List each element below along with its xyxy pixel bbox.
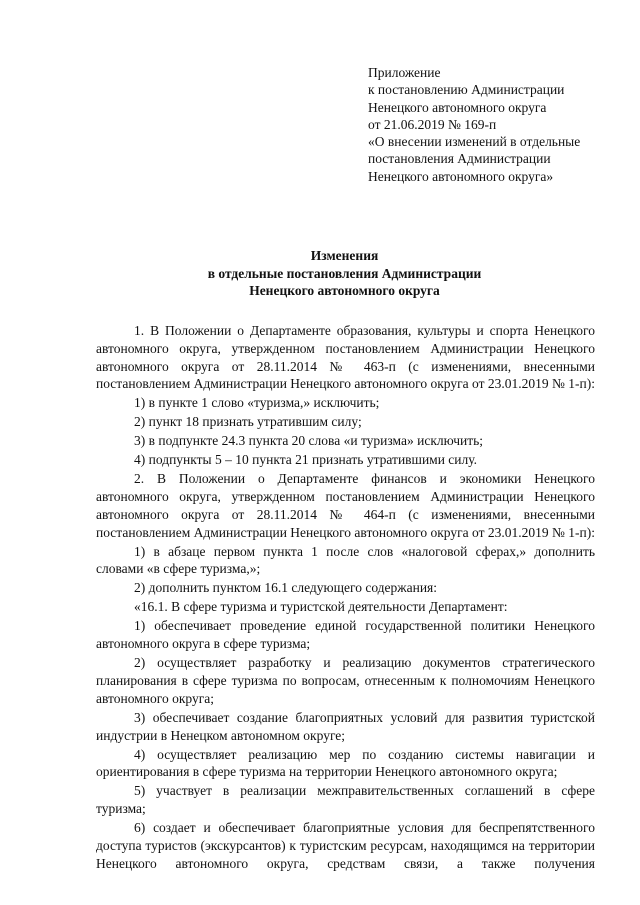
appendix-line: Ненецкого автономного округа» <box>368 168 554 184</box>
paragraph-section-1: 1. В Положении о Департаменте образования, культуры и спорта Ненецкого автономного округа, утвержденном постановлением Администрации Ненецкого автономного округа от 28.11.2014 № 463-п (с изменениями, внесенными постановлением Администрации Ненецкого автономного округа от 23.01.2019 № 1-п): <box>96 323 595 392</box>
title-line: Изменения <box>310 248 379 263</box>
paragraph-item: 3) в подпункте 24.3 пункта 20 слова «и туризма» исключить; <box>134 433 484 449</box>
paragraph-item: 2) дополнить пунктом 16.1 следующего содержания: <box>134 580 438 596</box>
appendix-header <box>368 64 630 185</box>
paragraph-item: 1) в пункте 1 слово «туризма,» исключить; <box>134 395 380 411</box>
appendix-line: «О внесении изменений в отдельные <box>368 134 581 150</box>
appendix-line: Приложение <box>368 65 441 80</box>
paragraph-item: 4) подпункты 5 – 10 пункта 21 признать утратившими силу. <box>134 452 478 468</box>
paragraph-item: 6) создает и обеспечивает благоприятные условия для беспрепятственного доступа туристов (экскурсантов) к туристским ресурсам, находящимся на территории Ненецкого автономного округа, средствам связи, а также получения <box>96 820 595 871</box>
document-title <box>96 247 593 300</box>
document-body <box>96 322 595 874</box>
paragraph-item: 4) осуществляет реализацию мер по созданию системы навигации и ориентирования в сфере туризма на территории Ненецкого автономного округа; <box>96 746 595 780</box>
paragraph-item: 3) обеспечивает создание благоприятных условий для развития туристской индустрии в Ненецком автономном округе; <box>96 709 595 743</box>
appendix-line: от 21.06.2019 № 169-п <box>368 116 497 132</box>
paragraph-item: «16.1. В сфере туризма и туристской деятельности Департамент: <box>134 599 508 615</box>
paragraph-item: 5) участвует в реализации межправительственных соглашений в сфере туризма; <box>96 783 595 817</box>
title-line: в отдельные постановления Администрации <box>207 265 482 281</box>
appendix-line: постановления Администрации <box>368 151 551 167</box>
appendix-line: Ненецкого автономного округа <box>368 99 547 115</box>
paragraph-section-2: 2. В Положении о Департаменте финансов и экономики Ненецкого автономного округа, утвержденном постановлением Администрации Ненецкого автономного округа от 28.11.2014 № 464-п (с изменениями, внесенными постановлением Администрации Ненецкого автономного округа от 23.01.2019 № 1-п): <box>96 471 595 540</box>
paragraph-item: 1) обеспечивает проведение единой государственной политики Ненецкого автономного округа в сфере туризма; <box>96 618 595 652</box>
appendix-line: к постановлению Администрации <box>368 82 565 98</box>
paragraph-item: 2) осуществляет разработку и реализацию документов стратегического планирования в сфере туризма по вопросам, отнесенным к полномочиям Ненецкого автономного округа; <box>96 655 595 706</box>
paragraph-item: 1) в абзаце первом пункта 1 после слов «налоговой сферах,» дополнить словами «в сфере туризма,»; <box>96 543 595 577</box>
paragraph-item: 2) пункт 18 признать утратившим силу; <box>134 414 362 430</box>
title-line: Ненецкого автономного округа <box>249 283 440 299</box>
